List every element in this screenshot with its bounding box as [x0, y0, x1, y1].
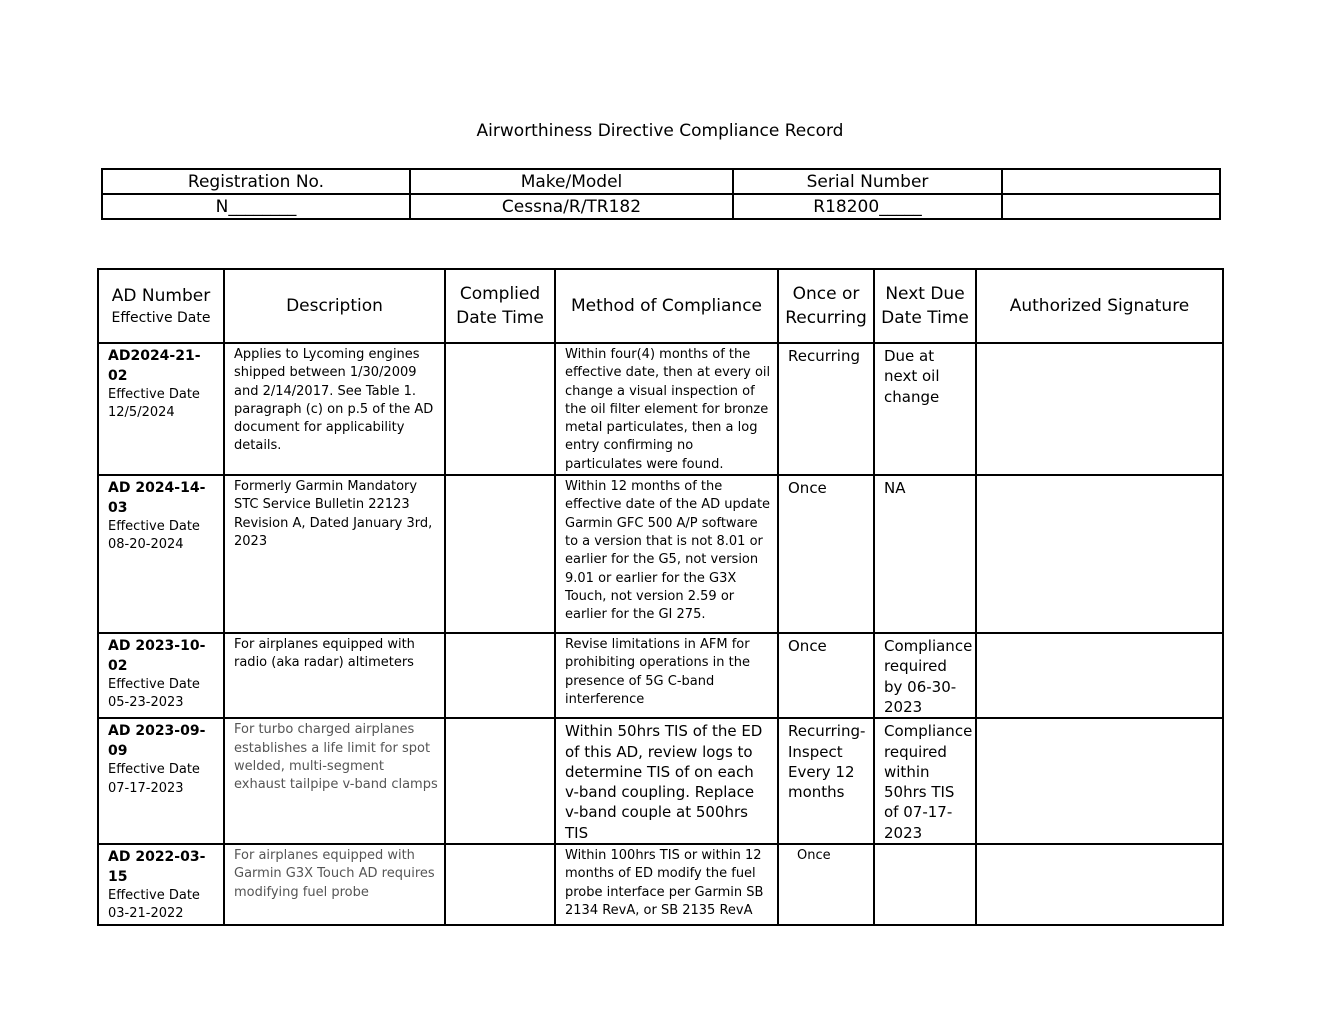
effective-date-label: Effective Date [108, 888, 200, 904]
ad-number: AD2024-21-02 [108, 348, 201, 384]
complied-cell [445, 475, 555, 633]
ad-number-header [98, 269, 224, 343]
ad-number-header-label: AD Number [111, 286, 211, 306]
method-header: Method of Compliance [555, 269, 778, 343]
ad-number-cell [98, 343, 224, 475]
once-recurring-cell: Recurring-Inspect Every 12 months [778, 718, 874, 844]
ad-number-cell [98, 844, 224, 925]
make-model-header: Make/Model [410, 169, 733, 194]
signature-cell [976, 844, 1223, 925]
once-recurring-cell: Once [778, 633, 874, 718]
next-due-cell: Due at next oil change [874, 343, 976, 475]
table-row [98, 475, 1223, 633]
serial-number-header: Serial Number [733, 169, 1002, 194]
description-cell: Formerly Garmin Mandatory STC Service Bulletin 22123 Revision A, Dated January 3rd, 2023 [224, 475, 445, 633]
signature-cell [976, 343, 1223, 475]
method-cell: Within 12 months of the effective date of the AD update Garmin GFC 500 A/P software to a version that is not 8.01 or earlier for the G5, not version 9.01 or earlier for the G3X Touch, not version 2.59 or earlier for the GI 275. [555, 475, 778, 633]
registration-header: Registration No. [102, 169, 410, 194]
effective-date-label: Effective Date [108, 762, 200, 778]
ad-number: AD 2023-09-09 [108, 723, 206, 760]
aircraft-info-header-row [102, 169, 1220, 194]
registration-value: N________ [102, 194, 410, 219]
make-model-value: Cessna/R/TR182 [410, 194, 733, 219]
next-due-cell: Compliance required within 50hrs TIS of 07-17-2023 [874, 718, 976, 844]
method-cell: Revise limitations in AFM for prohibiting operations in the presence of 5G C-band interference [555, 633, 778, 718]
method-cell: Within four(4) months of the effective date, then at every oil change a visual inspection of the oil filter element for bronze metal particulates, then a log entry confirming no particulates were found. [555, 343, 778, 475]
table-header-row [98, 269, 1223, 343]
page-title: Airworthiness Directive Compliance Record [476, 121, 844, 141]
once-recurring-cell: Recurring [778, 343, 874, 475]
effective-date: 12/5/2024 [108, 405, 175, 421]
next-due-cell: NA [874, 475, 976, 633]
effective-date: 05-23-2023 [108, 695, 184, 711]
ad-compliance-table [97, 268, 1224, 926]
complied-cell [445, 844, 555, 925]
table-row [98, 844, 1223, 925]
ad-number-cell [98, 718, 224, 844]
effective-date-header-label: Effective Date [111, 310, 211, 326]
signature-cell [976, 718, 1223, 844]
table-row [98, 718, 1223, 844]
blank-header-cell [1002, 169, 1220, 194]
once-recurring-cell: Once [778, 844, 874, 925]
complied-cell [445, 343, 555, 475]
signature-cell [976, 475, 1223, 633]
effective-date-label: Effective Date [108, 677, 200, 693]
signature-cell [976, 633, 1223, 718]
method-cell: Within 50hrs TIS of the ED of this AD, review logs to determine TIS of on each v-band coupling. Replace v-band couple at 500hrs TIS [555, 718, 778, 844]
complied-cell [445, 633, 555, 718]
complied-cell [445, 718, 555, 844]
description-cell: For turbo charged airplanes establishes a life limit for spot welded, multi-segment exhaust tailpipe v-band clamps [224, 718, 445, 844]
ad-number: AD 2024-14-03 [108, 480, 206, 517]
effective-date: 08-20-2024 [108, 537, 184, 553]
blank-value-cell [1002, 194, 1220, 219]
effective-date: 07-17-2023 [108, 780, 184, 796]
ad-number-cell [98, 633, 224, 718]
description-header: Description [224, 269, 445, 343]
ad-number: AD 2023-10-02 [108, 638, 206, 675]
description-cell: Applies to Lycoming engines shipped between 1/30/2009 and 2/14/2017. See Table 1. paragraph (c) on p.5 of the AD document for applicability details. [224, 343, 445, 475]
next-due-header: Next Due Date Time [874, 269, 976, 343]
aircraft-info-table [101, 168, 1221, 220]
effective-date-label: Effective Date [108, 387, 200, 402]
signature-header: Authorized Signature [976, 269, 1223, 343]
effective-date: 03-21-2022 [108, 906, 184, 922]
ad-number: AD 2022-03-15 [108, 849, 206, 886]
next-due-cell: Compliance required by 06-30-2023 [874, 633, 976, 718]
method-cell: Within 100hrs TIS or within 12 months of ED modify the fuel probe interface per Garmin SB 2134 RevA, or SB 2135 RevA [555, 844, 778, 925]
ad-number-cell [98, 475, 224, 633]
description-cell: For airplanes equipped with radio (aka radar) altimeters [224, 633, 445, 718]
table-row [98, 633, 1223, 718]
effective-date-label: Effective Date [108, 519, 200, 535]
once-recurring-cell: Once [778, 475, 874, 633]
serial-number-value: R18200_____ [733, 194, 1002, 219]
table-row [98, 343, 1223, 475]
once-recurring-header: Once or Recurring [778, 269, 874, 343]
complied-header: Complied Date Time [445, 269, 555, 343]
description-cell: For airplanes equipped with Garmin G3X Touch AD requires modifying fuel probe [224, 844, 445, 925]
aircraft-info-value-row [102, 194, 1220, 219]
next-due-cell [874, 844, 976, 925]
